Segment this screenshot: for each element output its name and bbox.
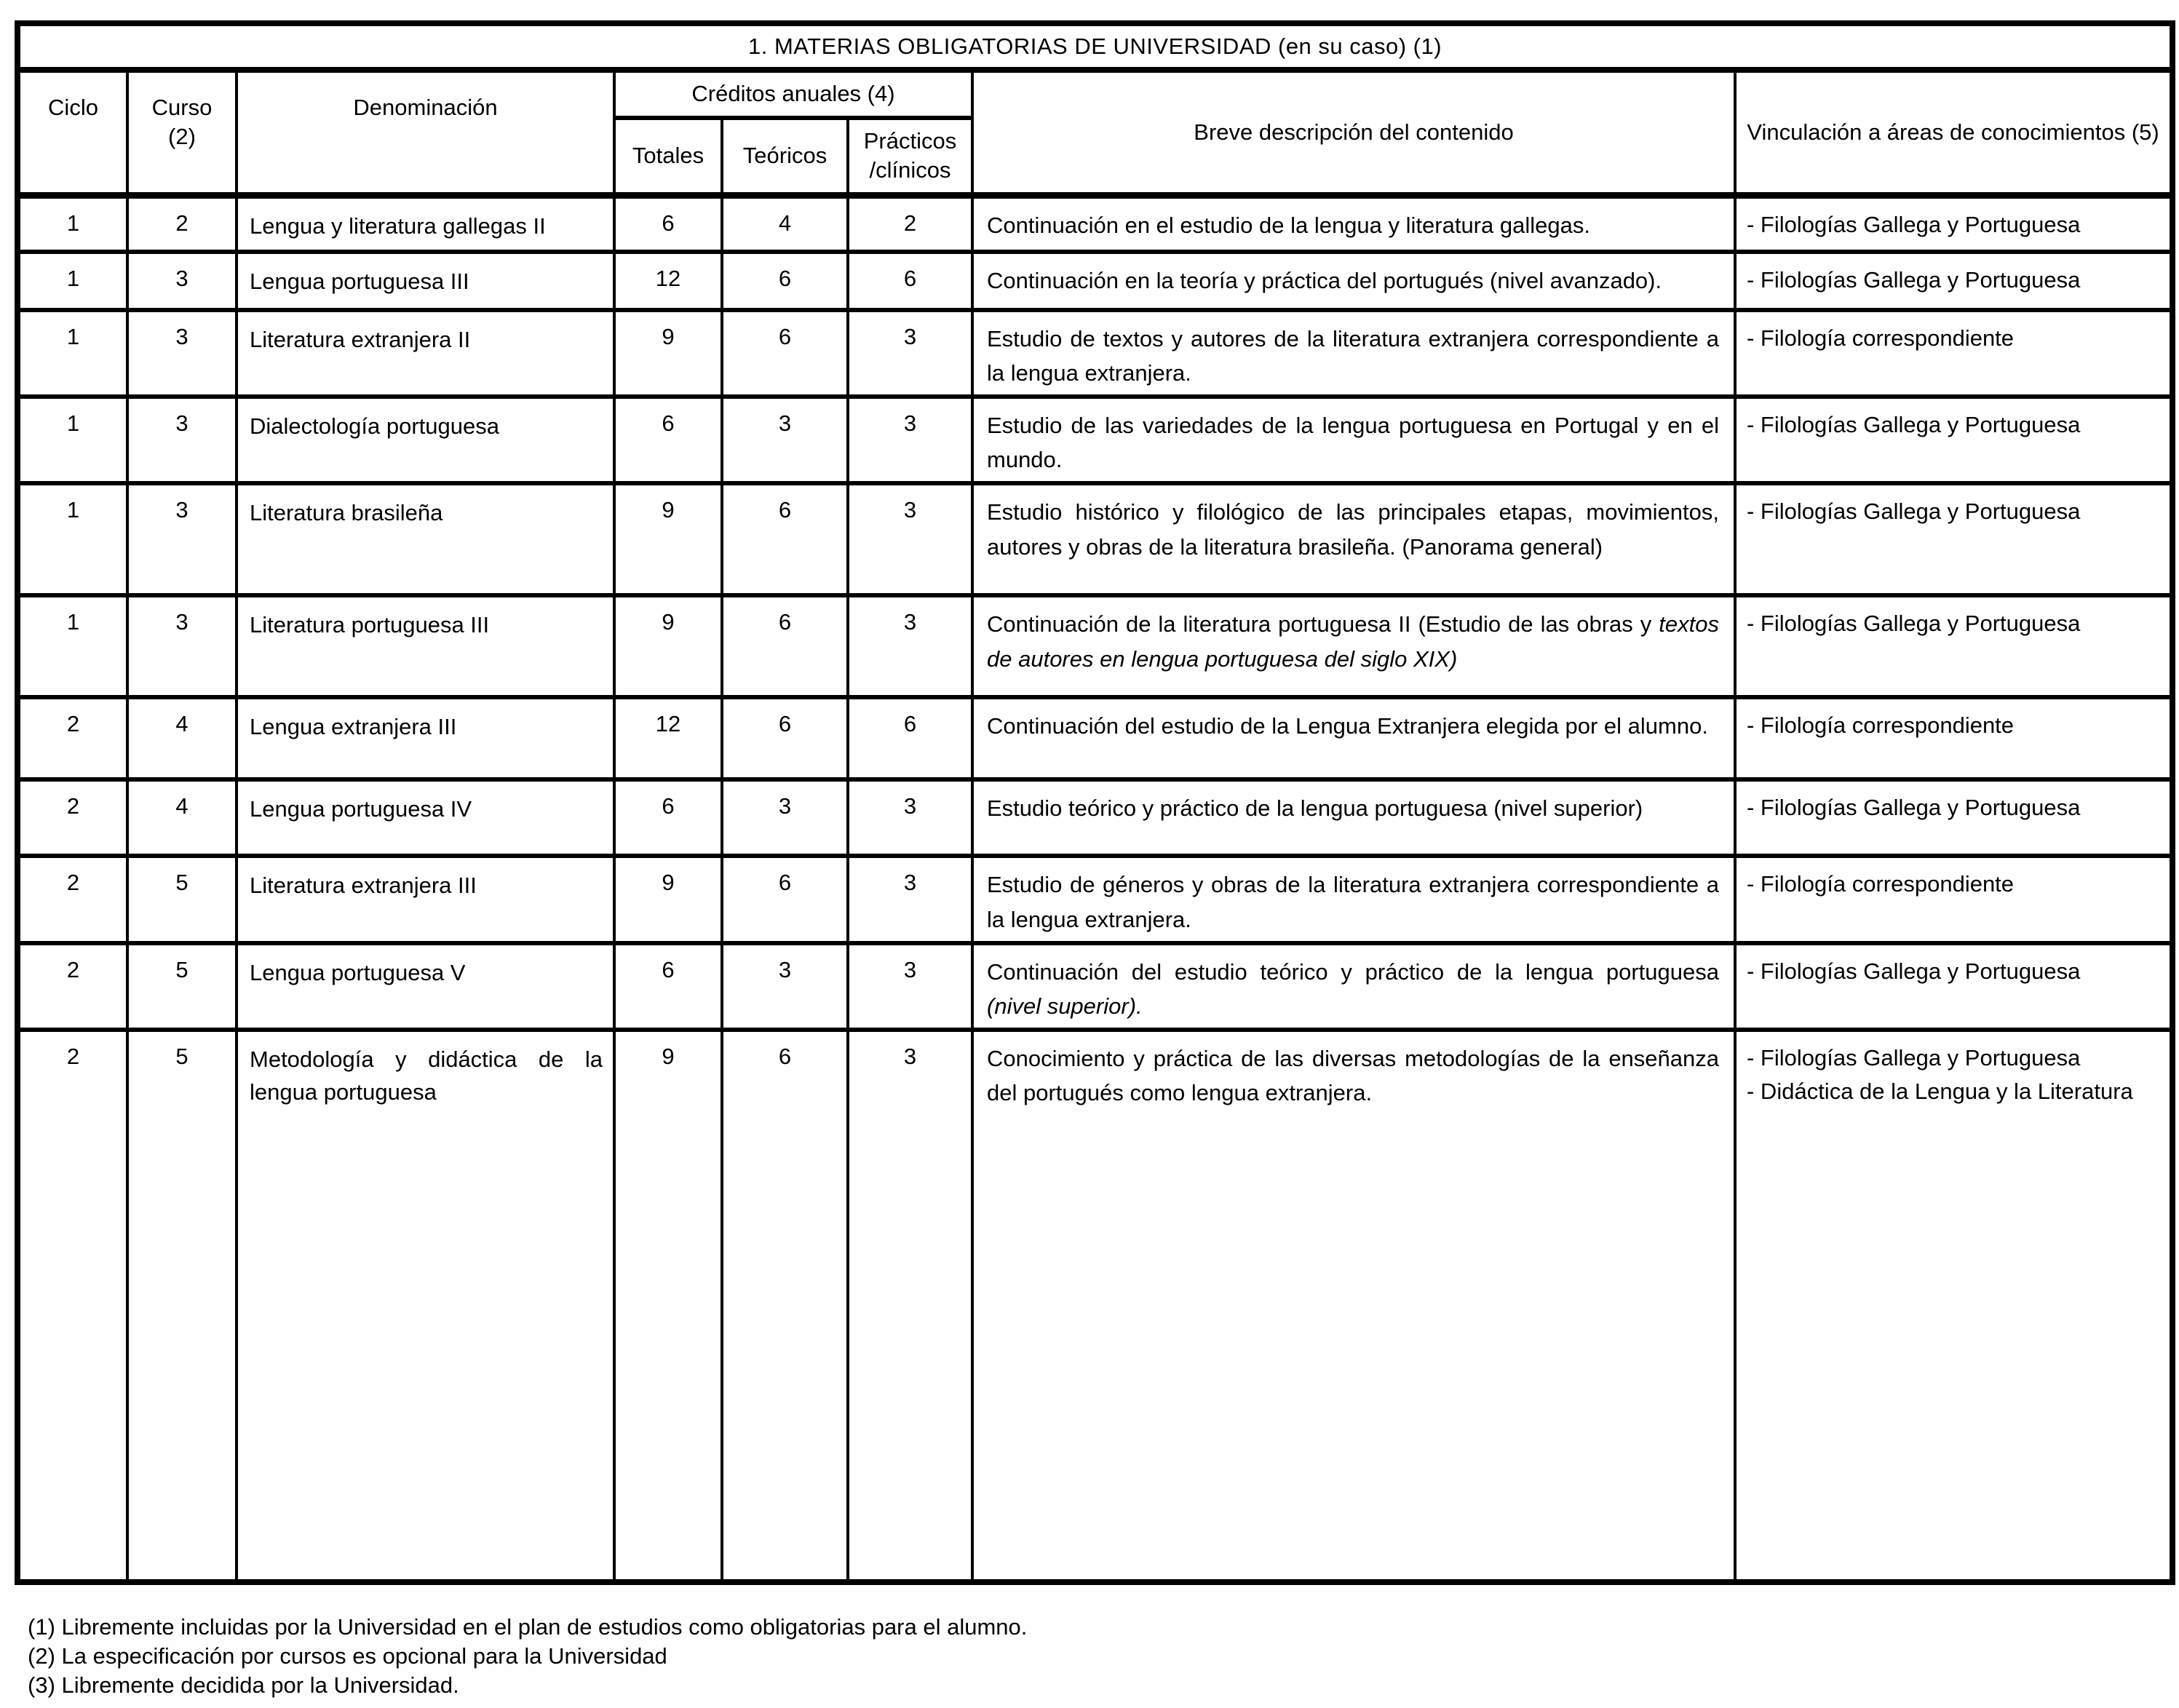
cell-descripcion bbox=[972, 595, 1735, 697]
cell-denominacion: Lengua portuguesa IV bbox=[237, 779, 614, 856]
cell-practicos: 3 bbox=[848, 943, 972, 1030]
vinculacion-line: - Filologías Gallega y Portuguesa bbox=[1747, 499, 2081, 525]
cell-teoricos: 3 bbox=[722, 779, 848, 856]
cell-totales: 6 bbox=[614, 779, 722, 856]
table-row bbox=[17, 779, 2172, 856]
cell-vinculacion bbox=[1735, 252, 2172, 310]
descripcion-text: Continuación del estudio de la Lengua Extranjera elegida por el alumno. bbox=[987, 713, 1708, 739]
cell-practicos: 3 bbox=[848, 856, 972, 942]
header-denominacion: Denominación bbox=[237, 70, 614, 195]
vinculacion-line: - Filología correspondiente bbox=[1747, 712, 2015, 739]
header-curso bbox=[127, 70, 237, 195]
cell-curso: 3 bbox=[127, 595, 237, 697]
cell-ciclo: 1 bbox=[17, 310, 127, 397]
vinculacion-line: - Filologías Gallega y Portuguesa bbox=[1747, 267, 2081, 293]
cell-totales: 12 bbox=[614, 252, 722, 310]
cell-curso: 5 bbox=[127, 1030, 237, 1582]
cell-practicos: 3 bbox=[848, 779, 972, 856]
header-ciclo: Ciclo bbox=[17, 70, 127, 195]
header-teoricos: Teóricos bbox=[722, 118, 848, 195]
table-header bbox=[17, 23, 2172, 195]
cell-descripcion bbox=[972, 1030, 1735, 1582]
cell-practicos: 3 bbox=[848, 595, 972, 697]
cell-descripcion bbox=[972, 252, 1735, 310]
table-title: 1. MATERIAS OBLIGATORIAS DE UNIVERSIDAD (en su caso) (1) bbox=[17, 23, 2172, 70]
cell-denominacion: Lengua y literatura gallegas II bbox=[237, 195, 614, 252]
footnote-item: (1) Libremente incluidas por la Universidad en el plan de estudios como obligatorias para el alumno. bbox=[28, 1614, 1028, 1640]
cell-teoricos: 6 bbox=[722, 1030, 848, 1582]
cell-totales: 6 bbox=[614, 195, 722, 252]
cell-denominacion: Lengua portuguesa V bbox=[237, 943, 614, 1030]
descripcion-text: Estudio teórico y práctico de la lengua portuguesa (nivel superior) bbox=[987, 795, 1643, 822]
cell-teoricos: 3 bbox=[722, 943, 848, 1030]
descripcion-text: Continuación en el estudio de la lengua y literatura gallegas. bbox=[987, 212, 1590, 238]
vinculacion-line: - Didáctica de la Lengua y la Literatura bbox=[1747, 1079, 2133, 1105]
cell-descripcion bbox=[972, 310, 1735, 397]
cell-practicos: 3 bbox=[848, 397, 972, 483]
header-creditos-anuales: Créditos anuales (4) bbox=[614, 70, 972, 118]
table-row bbox=[17, 310, 2172, 397]
vinculacion-line: - Filologías Gallega y Portuguesa bbox=[1747, 211, 2081, 237]
vinculacion-line: - Filología correspondiente bbox=[1747, 325, 2015, 351]
cell-vinculacion bbox=[1735, 779, 2172, 856]
cell-practicos: 2 bbox=[848, 195, 972, 252]
cell-vinculacion bbox=[1735, 856, 2172, 942]
cell-descripcion bbox=[972, 856, 1735, 942]
cell-curso: 5 bbox=[127, 943, 237, 1030]
header-practicos bbox=[848, 118, 972, 195]
table-row bbox=[17, 483, 2172, 595]
cell-vinculacion bbox=[1735, 943, 2172, 1030]
cell-denominacion: Dialectología portuguesa bbox=[237, 397, 614, 483]
vinculacion-line: - Filología correspondiente bbox=[1747, 871, 2015, 897]
cell-totales: 9 bbox=[614, 1030, 722, 1582]
cell-ciclo: 2 bbox=[17, 856, 127, 942]
cell-practicos: 6 bbox=[848, 697, 972, 779]
cell-totales: 9 bbox=[614, 856, 722, 942]
table-row bbox=[17, 943, 2172, 1030]
descripcion-italic-text: (nivel superior). bbox=[987, 993, 1143, 1019]
cell-totales: 9 bbox=[614, 310, 722, 397]
cell-ciclo: 2 bbox=[17, 779, 127, 856]
cell-teoricos: 6 bbox=[722, 595, 848, 697]
table-row bbox=[17, 397, 2172, 483]
header-practicos-line1: Prácticos bbox=[863, 127, 957, 154]
cell-ciclo: 1 bbox=[17, 397, 127, 483]
cell-denominacion: Lengua portuguesa III bbox=[237, 252, 614, 310]
vinculacion-line: - Filologías Gallega y Portuguesa bbox=[1747, 1044, 2081, 1071]
cell-practicos: 3 bbox=[848, 310, 972, 397]
vinculacion-line: - Filologías Gallega y Portuguesa bbox=[1747, 795, 2081, 821]
descripcion-text: Estudio de las variedades de la lengua portuguesa en Portugal y en el mundo. bbox=[987, 413, 1719, 473]
header-curso-label: Curso bbox=[151, 95, 213, 120]
cell-descripcion bbox=[972, 779, 1735, 856]
header-totales: Totales bbox=[614, 118, 722, 195]
cell-totales: 6 bbox=[614, 943, 722, 1030]
vinculacion-line: - Filologías Gallega y Portuguesa bbox=[1747, 958, 2081, 984]
footnote-item: (2) La especificación por cursos es opcional para la Universidad bbox=[28, 1643, 667, 1669]
cell-descripcion bbox=[972, 943, 1735, 1030]
cell-descripcion bbox=[972, 697, 1735, 779]
table-row bbox=[17, 697, 2172, 779]
cell-curso: 3 bbox=[127, 397, 237, 483]
cell-curso: 5 bbox=[127, 856, 237, 942]
descripcion-text: Estudio de géneros y obras de la literatura extranjera correspondiente a la lengua extranjera. bbox=[987, 872, 1719, 932]
cell-totales: 9 bbox=[614, 595, 722, 697]
table-row bbox=[17, 1030, 2172, 1582]
cell-curso: 4 bbox=[127, 697, 237, 779]
header-practicos-line2: /clínicos bbox=[869, 157, 951, 183]
cell-teoricos: 4 bbox=[722, 195, 848, 252]
cell-vinculacion bbox=[1735, 697, 2172, 779]
cell-teoricos: 6 bbox=[722, 252, 848, 310]
descripcion-text: Continuación de la literatura portuguesa II (Estudio de las obras y bbox=[987, 611, 1659, 637]
curriculum-table bbox=[15, 20, 2175, 1585]
cell-ciclo: 2 bbox=[17, 697, 127, 779]
footnotes bbox=[28, 1613, 1027, 1700]
cell-practicos: 3 bbox=[848, 1030, 972, 1582]
cell-teoricos: 3 bbox=[722, 397, 848, 483]
cell-ciclo: 1 bbox=[17, 252, 127, 310]
cell-vinculacion bbox=[1735, 310, 2172, 397]
header-curso-note: (2) bbox=[168, 124, 196, 150]
cell-totales: 9 bbox=[614, 483, 722, 595]
descripcion-text: Estudio de textos y autores de la literatura extranjera correspondiente a la lengua extranjera. bbox=[987, 326, 1719, 386]
cell-curso: 3 bbox=[127, 310, 237, 397]
table-row bbox=[17, 195, 2172, 252]
cell-denominacion: Lengua extranjera III bbox=[237, 697, 614, 779]
cell-vinculacion bbox=[1735, 195, 2172, 252]
cell-teoricos: 6 bbox=[722, 697, 848, 779]
table-row bbox=[17, 252, 2172, 310]
cell-curso: 3 bbox=[127, 483, 237, 595]
header-vinculacion: Vinculación a áreas de conocimientos (5) bbox=[1735, 70, 2172, 195]
cell-curso: 4 bbox=[127, 779, 237, 856]
cell-vinculacion bbox=[1735, 1030, 2172, 1582]
cell-vinculacion bbox=[1735, 397, 2172, 483]
cell-ciclo: 2 bbox=[17, 943, 127, 1030]
descripcion-text: Continuación en la teoría y práctica del portugués (nivel avanzado). bbox=[987, 268, 1662, 293]
vinculacion-line: - Filologías Gallega y Portuguesa bbox=[1747, 412, 2081, 438]
cell-ciclo: 1 bbox=[17, 595, 127, 697]
cell-totales: 6 bbox=[614, 397, 722, 483]
cell-teoricos: 6 bbox=[722, 856, 848, 942]
cell-vinculacion bbox=[1735, 483, 2172, 595]
cell-vinculacion bbox=[1735, 595, 2172, 697]
cell-denominacion: Literatura extranjera III bbox=[237, 856, 614, 942]
cell-ciclo: 1 bbox=[17, 483, 127, 595]
cell-denominacion: Metodología y didáctica de la lengua portuguesa bbox=[237, 1030, 614, 1582]
cell-practicos: 3 bbox=[848, 483, 972, 595]
cell-curso: 3 bbox=[127, 252, 237, 310]
cell-denominacion: Literatura brasileña bbox=[237, 483, 614, 595]
cell-descripcion bbox=[972, 195, 1735, 252]
cell-totales: 12 bbox=[614, 697, 722, 779]
table-row bbox=[17, 856, 2172, 942]
cell-curso: 2 bbox=[127, 195, 237, 252]
cell-descripcion bbox=[972, 483, 1735, 595]
cell-ciclo: 1 bbox=[17, 195, 127, 252]
cell-ciclo: 2 bbox=[17, 1030, 127, 1582]
cell-practicos: 6 bbox=[848, 252, 972, 310]
footnote-item: (3) Libremente decidida por la Universidad. bbox=[28, 1672, 459, 1698]
vinculacion-line: - Filologías Gallega y Portuguesa bbox=[1747, 611, 2081, 637]
descripcion-text: Continuación del estudio teórico y práctico de la lengua portuguesa bbox=[987, 958, 1719, 985]
cell-denominacion: Literatura portuguesa III bbox=[237, 595, 614, 697]
table-body bbox=[17, 195, 2172, 1582]
descripcion-text: Conocimiento y práctica de las diversas metodologías de la enseñanza del portugués como lengua extranjera. bbox=[987, 1045, 1719, 1105]
cell-teoricos: 6 bbox=[722, 310, 848, 397]
header-descripcion: Breve descripción del contenido bbox=[972, 70, 1735, 195]
cell-descripcion bbox=[972, 397, 1735, 483]
cell-teoricos: 6 bbox=[722, 483, 848, 595]
descripcion-italic-text: textos de autores en lengua portuguesa del siglo XIX) bbox=[987, 611, 1719, 672]
descripcion-text: Estudio histórico y filológico de las principales etapas, movimientos, autores y obras de la literatura brasileña. (Panorama general) bbox=[987, 499, 1719, 560]
cell-denominacion: Literatura extranjera II bbox=[237, 310, 614, 397]
table-row bbox=[17, 595, 2172, 697]
